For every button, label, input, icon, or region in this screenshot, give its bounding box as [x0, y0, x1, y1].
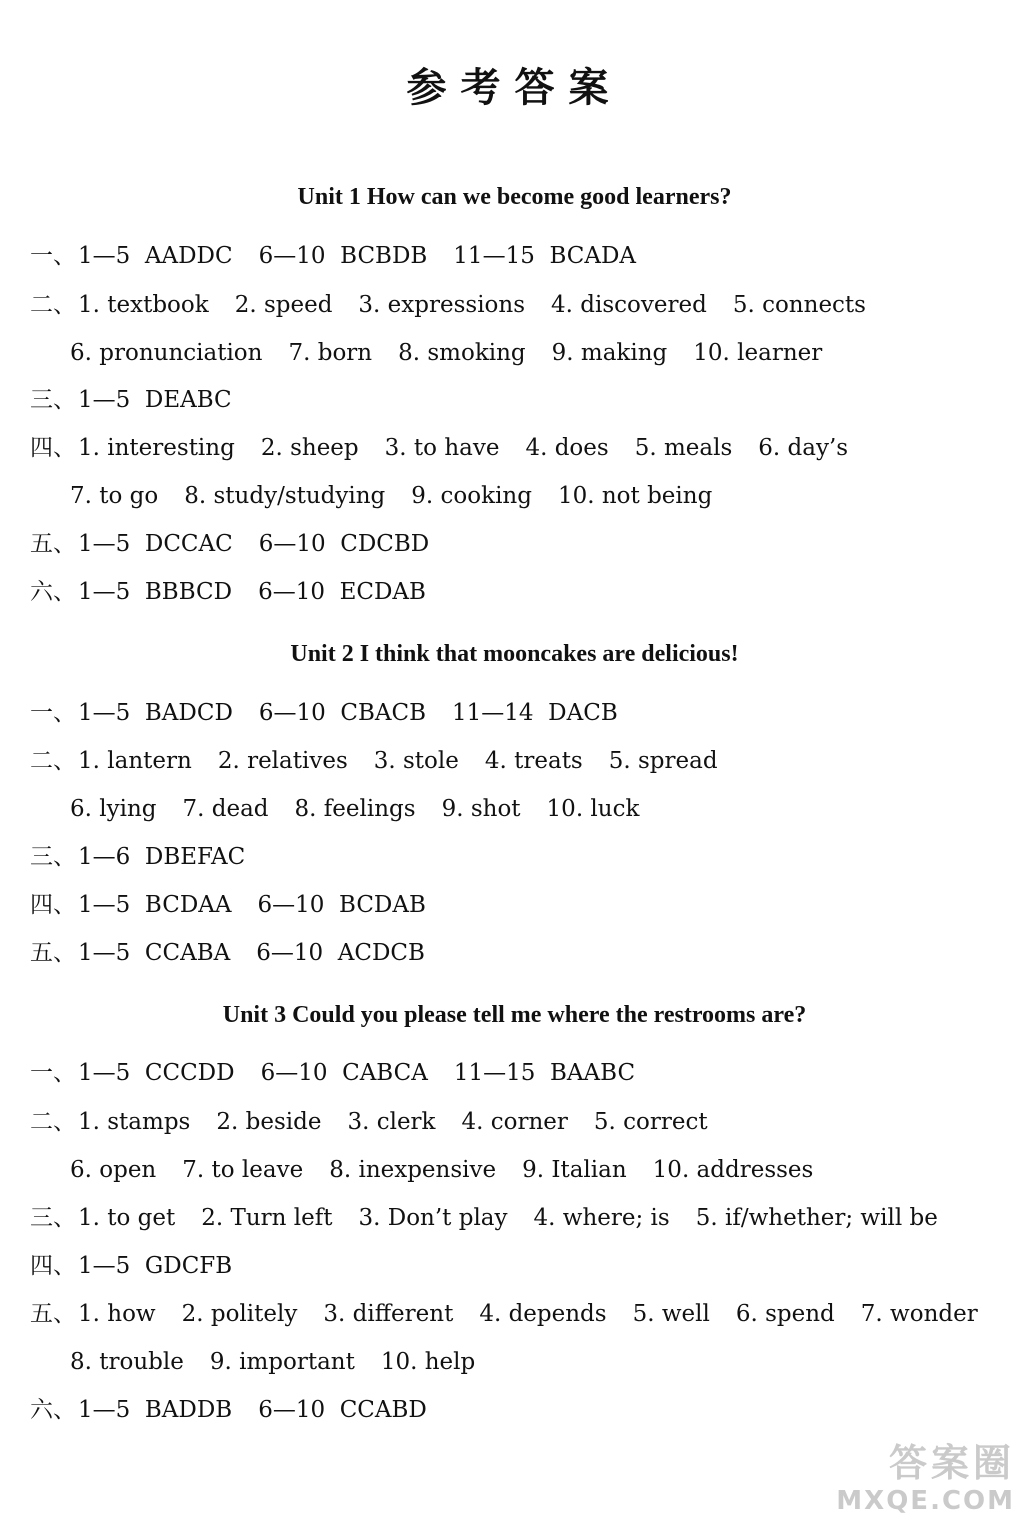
section-label: 五、 — [30, 531, 76, 557]
answer-item: 8. feelings — [294, 796, 416, 822]
answer-item: 4. corner — [461, 1109, 568, 1135]
answer-item: 3. stole — [373, 748, 459, 774]
section-label: 四、 — [30, 1253, 76, 1279]
answer-item: 5. correct — [593, 1109, 708, 1135]
answer-row — [30, 1106, 708, 1138]
answer-row — [30, 697, 618, 729]
answer-item: 7. to go — [70, 483, 159, 509]
answer-item: 6—10 CABCA — [260, 1060, 428, 1086]
answer-item: 1—5 GDCFB — [78, 1253, 233, 1279]
answer-item: 6. day’s — [758, 435, 849, 461]
answer-item: 6. pronunciation — [70, 340, 263, 366]
answer-item: 1. stamps — [78, 1109, 191, 1135]
answer-item: 5. connects — [732, 292, 866, 318]
unit-3-heading: Unit 3 Could you please tell me where the restrooms are? — [222, 1002, 807, 1028]
answer-row — [30, 384, 232, 416]
answer-row — [30, 889, 426, 921]
answer-item: 10. not being — [557, 483, 713, 509]
answer-row — [30, 1057, 635, 1089]
answer-row — [30, 528, 429, 560]
section-label: 一、 — [30, 1060, 76, 1086]
answer-item: 2. beside — [216, 1109, 322, 1135]
answer-row — [30, 937, 425, 969]
answer-item: 1—5 BADDB — [78, 1397, 233, 1423]
answer-item: 6. spend — [735, 1301, 835, 1327]
answer-item: 1. to get — [78, 1205, 176, 1231]
answer-item: 9. making — [551, 340, 668, 366]
answer-row — [30, 289, 866, 321]
answer-item: 1. how — [78, 1301, 156, 1327]
section-label: 四、 — [30, 435, 76, 461]
answer-row — [70, 793, 639, 825]
answer-item: 3. expressions — [358, 292, 526, 318]
answer-item: 1—5 BCDAA — [78, 892, 232, 918]
answer-item: 6. lying — [70, 796, 157, 822]
answer-item: 4. discovered — [551, 292, 707, 318]
unit-2-heading: Unit 2 I think that mooncakes are delicious! — [290, 641, 739, 667]
answer-item: 6—10 CCABD — [258, 1397, 427, 1423]
answer-item: 5. spread — [608, 748, 718, 774]
answer-item: 6—10 BCBDB — [258, 243, 428, 269]
answer-row — [30, 1202, 938, 1234]
answer-row — [70, 337, 822, 369]
section-label: 六、 — [30, 1397, 76, 1423]
answer-item: 7. dead — [182, 796, 269, 822]
answer-item: 10. luck — [546, 796, 640, 822]
answer-item: 1. lantern — [78, 748, 192, 774]
section-label: 二、 — [30, 748, 76, 774]
answer-row — [70, 1346, 475, 1378]
answer-item: 5. well — [632, 1301, 710, 1327]
answer-item: 11—15 BCADA — [453, 243, 637, 269]
answer-item: 3. different — [323, 1301, 454, 1327]
answer-item: 8. inexpensive — [329, 1157, 497, 1183]
answer-item: 10. help — [380, 1349, 476, 1375]
section-label: 五、 — [30, 1301, 76, 1327]
section-label: 二、 — [30, 292, 76, 318]
section-label: 三、 — [30, 1205, 76, 1231]
answer-item: 7. born — [288, 340, 373, 366]
answer-item: 1—5 AADDC — [78, 243, 233, 269]
answer-item: 1. textbook — [78, 292, 209, 318]
answer-item: 3. clerk — [347, 1109, 436, 1135]
answer-row — [30, 841, 245, 873]
section-label: 六、 — [30, 579, 76, 605]
answer-item: 7. wonder — [860, 1301, 978, 1327]
answer-item: 7. to leave — [182, 1157, 304, 1183]
answer-item: 9. cooking — [411, 483, 532, 509]
answer-row — [30, 1250, 232, 1282]
answer-item: 1—5 CCCDD — [78, 1060, 235, 1086]
answer-item: 8. trouble — [70, 1349, 184, 1375]
answer-item: 9. shot — [441, 796, 521, 822]
answer-item: 8. smoking — [398, 340, 526, 366]
answer-item: 4. treats — [484, 748, 583, 774]
answer-row — [30, 1394, 427, 1426]
answer-item: 6—10 BCDAB — [257, 892, 426, 918]
answer-item: 1—6 DBEFAC — [78, 844, 246, 870]
answer-item: 4. depends — [479, 1301, 607, 1327]
section-label: 三、 — [30, 387, 76, 413]
watermark-logo — [825, 1440, 1015, 1526]
answer-item: 2. sheep — [260, 435, 359, 461]
answer-item: 1—5 BBBCD — [78, 579, 233, 605]
answer-item: 1. interesting — [78, 435, 235, 461]
unit-1-heading: Unit 1 How can we become good learners? — [297, 184, 732, 210]
answer-item: 3. Don’t play — [358, 1205, 508, 1231]
section-label: 三、 — [30, 844, 76, 870]
answer-item: 10. addresses — [652, 1157, 814, 1183]
answer-row — [70, 480, 712, 512]
answer-item: 4. where; is — [533, 1205, 670, 1231]
answer-row — [30, 240, 636, 272]
watermark-text: 答案圈 — [888, 1441, 1015, 1485]
answer-item: 6—10 ECDAB — [258, 579, 426, 605]
answer-item: 6—10 ACDCB — [256, 940, 425, 966]
answer-item: 1—5 DEABC — [78, 387, 232, 413]
page-title: 参考答案 — [406, 64, 623, 111]
answer-item: 8. study/studying — [184, 483, 386, 509]
answer-item: 2. Turn left — [201, 1205, 333, 1231]
section-label: 一、 — [30, 243, 76, 269]
answer-row — [30, 576, 426, 608]
answer-item: 6. open — [70, 1157, 157, 1183]
answer-item: 11—14 DACB — [452, 700, 618, 726]
answer-item: 11—15 BAABC — [453, 1060, 636, 1086]
answer-item: 5. meals — [634, 435, 733, 461]
section-label: 一、 — [30, 700, 76, 726]
answer-item: 3. to have — [384, 435, 500, 461]
answer-item: 6—10 CDCBD — [258, 531, 430, 557]
answer-item: 9. important — [209, 1349, 355, 1375]
answer-item: 10. learner — [693, 340, 823, 366]
answer-row — [30, 1298, 978, 1330]
answer-item: 1—5 DCCAC — [78, 531, 233, 557]
answer-item: 2. relatives — [217, 748, 348, 774]
watermark-url: MXQE.COM — [836, 1486, 1015, 1516]
answer-item: 2. speed — [234, 292, 333, 318]
section-label: 二、 — [30, 1109, 76, 1135]
answer-row — [30, 432, 848, 464]
answer-item: 1—5 BADCD — [78, 700, 233, 726]
answer-item: 2. politely — [181, 1301, 298, 1327]
answer-row — [30, 745, 718, 777]
answer-item: 4. does — [525, 435, 609, 461]
answer-item: 9. Italian — [522, 1157, 627, 1183]
answer-item: 6—10 CBACB — [258, 700, 427, 726]
answer-item: 1—5 CCABA — [78, 940, 231, 966]
answer-item: 5. if/whether; will be — [695, 1205, 938, 1231]
section-label: 五、 — [30, 940, 76, 966]
section-label: 四、 — [30, 892, 76, 918]
answer-row — [70, 1154, 813, 1186]
